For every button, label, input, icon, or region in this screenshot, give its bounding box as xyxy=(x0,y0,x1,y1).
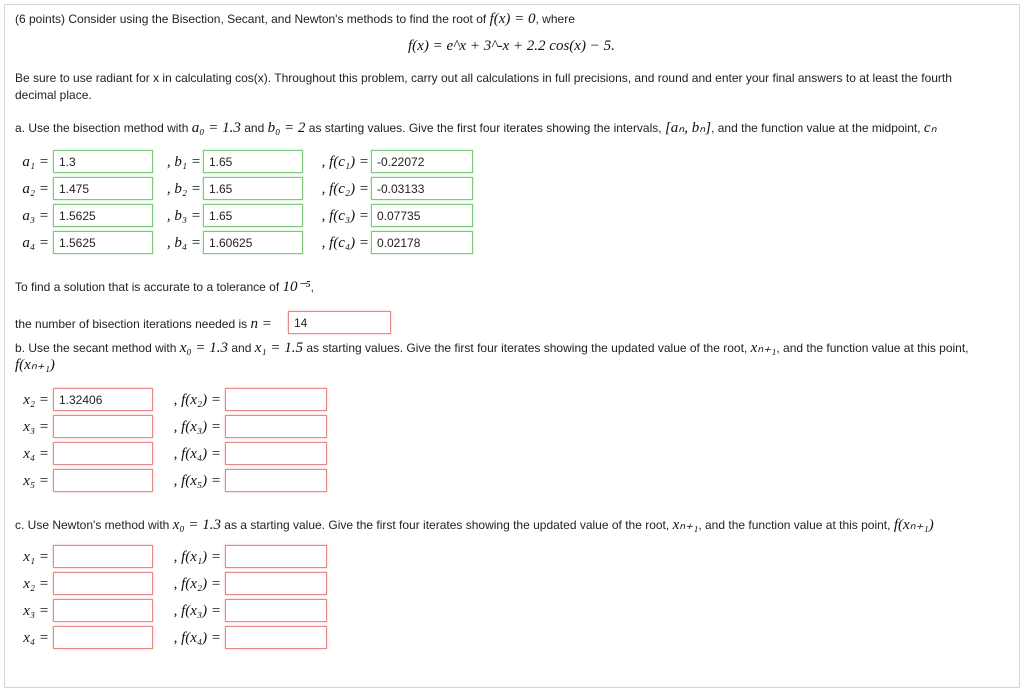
fc-input[interactable]: -0.22072 xyxy=(371,150,473,173)
fx-label: , f(x₅) = xyxy=(173,473,221,489)
a-input[interactable]: 1.475 xyxy=(53,177,153,200)
b-input[interactable]: 1.60625 xyxy=(203,231,303,254)
x-label: x₂ = xyxy=(23,576,49,592)
note-line-1: Be sure to use radiant for x in calculating cos(x). Throughout this problem, carry out all calculations in full precisions, and round and enter your final answers to at least the fourth xyxy=(15,71,952,85)
fx-label: , f(x₃) = xyxy=(173,419,221,435)
a-label: a₁ = xyxy=(22,154,49,170)
b-label: , b₃ = xyxy=(166,208,201,224)
a-label: a₃ = xyxy=(22,208,49,224)
fc-input[interactable]: -0.03133 xyxy=(371,177,473,200)
x-input[interactable]: 1.32406 xyxy=(53,388,153,411)
part-a-end: , and the function value at the midpoint, xyxy=(711,121,921,135)
fx-input[interactable] xyxy=(225,545,327,568)
note-line-2: decimal place. xyxy=(15,88,92,102)
fx-label: , f(x₂) = xyxy=(173,392,221,408)
part-c-end: , and the function value at this point, xyxy=(698,518,891,532)
equation: f(x) = e^x + 3^-x + 2.2 cos(x) − 5. xyxy=(408,38,615,54)
x-input[interactable] xyxy=(53,599,153,622)
problem-panel xyxy=(4,4,1020,688)
fc-label: , f(c₄) = xyxy=(321,235,369,251)
iterations-text xyxy=(15,316,272,333)
a-input[interactable]: 1.5625 xyxy=(53,204,153,227)
x-label: x₃ = xyxy=(23,603,49,619)
tolerance-prefix: To find a solution that is accurate to a tolerance of xyxy=(15,280,280,294)
part-a-b0: b₀ = 2 xyxy=(267,120,306,136)
b-label: , b₁ = xyxy=(166,154,201,170)
tolerance-text xyxy=(15,277,314,296)
part-a-prompt xyxy=(15,118,937,137)
b-input[interactable]: 1.65 xyxy=(203,150,303,173)
iterations-n: n = xyxy=(250,316,272,332)
fx-input[interactable] xyxy=(225,626,327,649)
x-input[interactable] xyxy=(53,415,153,438)
b-label: , b₂ = xyxy=(166,181,201,197)
fx-input[interactable] xyxy=(225,388,327,411)
a-input[interactable]: 1.5625 xyxy=(53,231,153,254)
tolerance-suffix: , xyxy=(310,280,314,294)
a-input[interactable]: 1.3 xyxy=(53,150,153,173)
problem-intro xyxy=(15,11,575,28)
part-b-and: and xyxy=(231,341,252,355)
fc-label: , f(c₃) = xyxy=(321,208,369,224)
part-a-prefix: a. Use the bisection method with xyxy=(15,121,189,135)
fx-input[interactable] xyxy=(225,599,327,622)
intro-text: (6 points) Consider using the Bisection, Secant, and Newton's methods to find the root of xyxy=(15,12,487,26)
b-input[interactable]: 1.65 xyxy=(203,177,303,200)
fx-input[interactable] xyxy=(225,572,327,595)
x-input[interactable] xyxy=(53,545,153,568)
fx-label: , f(x₄) = xyxy=(173,446,221,462)
b-label: , b₄ = xyxy=(166,235,201,251)
b-input[interactable]: 1.65 xyxy=(203,204,303,227)
intro-suffix: , where xyxy=(535,12,575,26)
part-c-fx: f(xₙ₊₁) xyxy=(893,517,934,533)
part-a-mid: as starting values. Give the first four iterates showing the intervals, xyxy=(308,121,662,135)
fx-label: , f(x₁) = xyxy=(173,549,221,565)
x-label: x₃ = xyxy=(23,419,49,435)
x-input[interactable] xyxy=(53,442,153,465)
x-label: x₁ = xyxy=(23,549,49,565)
part-c-mid: as a starting value. Give the first four iterates showing the updated value of the root, xyxy=(224,518,670,532)
x-label: x₄ = xyxy=(23,630,49,646)
fx-input[interactable] xyxy=(225,415,327,438)
part-b-x0: x₀ = 1.3 xyxy=(179,340,229,356)
x-label: x₅ = xyxy=(23,473,49,489)
part-c-prefix: c. Use Newton's method with xyxy=(15,518,170,532)
fc-label: , f(c₁) = xyxy=(321,154,369,170)
tolerance-value: 10⁻⁵ xyxy=(282,279,311,295)
part-b-prompt-line-2: f(xₙ₊₁) xyxy=(15,357,55,373)
part-c-xn1: xₙ₊₁ xyxy=(672,517,699,533)
part-b-prompt-line-1 xyxy=(15,338,969,357)
part-b-xn1: xₙ₊₁ xyxy=(750,340,777,356)
part-a-and: and xyxy=(244,121,265,135)
a-label: a₄ = xyxy=(22,235,49,251)
fx-label: , f(x₃) = xyxy=(173,603,221,619)
x-label: x₂ = xyxy=(23,392,49,408)
part-a-a0: a₀ = 1.3 xyxy=(191,120,241,136)
fx-label: , f(x₂) = xyxy=(173,576,221,592)
intro-fx: f(x) = 0 xyxy=(489,11,536,27)
fc-input[interactable]: 0.02178 xyxy=(371,231,473,254)
iterations-input[interactable]: 14 xyxy=(288,311,391,334)
x-label: x₄ = xyxy=(23,446,49,462)
part-b-end: , and the function value at this point, xyxy=(776,341,969,355)
part-b-prefix: b. Use the secant method with xyxy=(15,341,177,355)
fx-label: , f(x₄) = xyxy=(173,630,221,646)
x-input[interactable] xyxy=(53,469,153,492)
fc-input[interactable]: 0.07735 xyxy=(371,204,473,227)
fc-label: , f(c₂) = xyxy=(321,181,369,197)
iterations-label: the number of bisection iterations needed is xyxy=(15,317,248,331)
x-input[interactable] xyxy=(53,572,153,595)
part-c-x0: x₀ = 1.3 xyxy=(172,517,221,533)
part-b-mid: as starting values. Give the first four iterates showing the updated value of the root, xyxy=(306,341,748,355)
part-b-x1: x₁ = 1.5 xyxy=(254,340,303,356)
x-input[interactable] xyxy=(53,626,153,649)
part-a-cn: cₙ xyxy=(923,120,937,136)
a-label: a₂ = xyxy=(22,181,49,197)
fx-input[interactable] xyxy=(225,469,327,492)
fx-input[interactable] xyxy=(225,442,327,465)
part-c-prompt xyxy=(15,515,934,534)
part-a-interval: [aₙ, bₙ] xyxy=(664,120,712,136)
